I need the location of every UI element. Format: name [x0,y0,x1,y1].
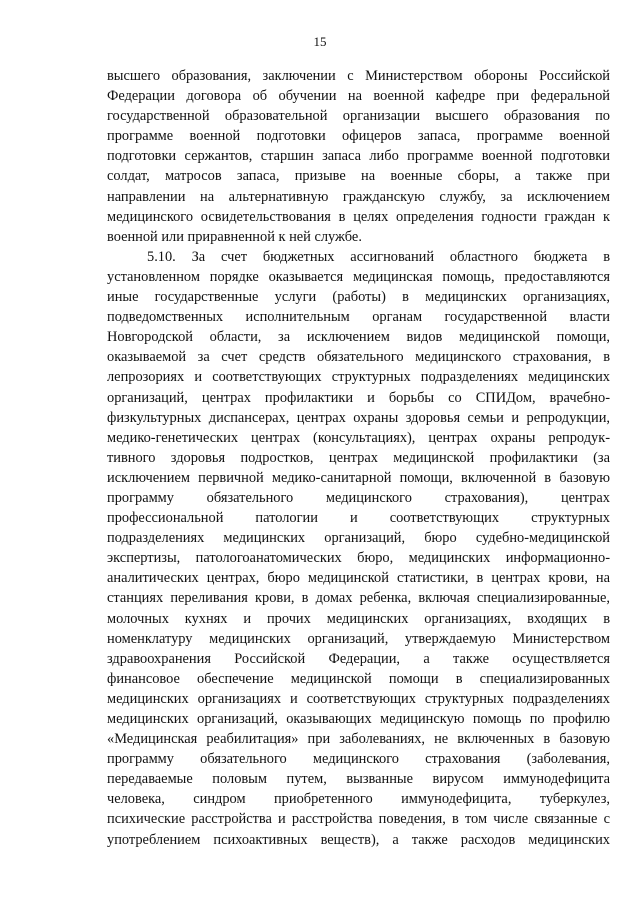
text-line: подразделениях медицинских организаций, бюро судебно-медицинской [107,530,610,547]
text-line: номенклатуру медицинских организаций, утверждаемую Министерством [107,630,610,647]
text-line: направлении на альтернативную гражданскую службу, за исключением [107,188,610,205]
text-line: Новгородской области, за исключением видов медицинской помощи, [107,329,610,346]
text-line: иные государственные услуги (работы) в медицинских организациях, [107,289,610,306]
text-line: человека, синдром приобретенного иммунодефицита, туберкулез, [107,791,610,808]
text-line: Федерации договора об обучении на военной кафедре при федеральной [107,88,610,105]
text-line: программу обязательного медицинского страхования (заболевания, [107,751,610,768]
text-line: психические расстройства и расстройства поведения, в том числе связанные с [107,811,610,828]
text-line: медицинских организациях и соответствующих структурных подразделениях [107,690,610,707]
text-line: употреблением психоактивных веществ), а также расходов медицинских [107,831,610,848]
body-text [107,66,610,850]
text-line: медицинского освидетельствования в целях определения годности граждан к [107,208,610,225]
text-line: передаваемые половым путем, вызванные вирусом иммунодефицита [107,771,610,788]
text-line: высшего образования, заключении с Министерством обороны Российской [107,68,610,84]
text-line: финансовое обеспечение медицинской помощи в специализированных [107,670,610,687]
text-line: программу обязательного медицинского страхования), центрах [107,489,610,506]
text-line: организаций, центрах профилактики и борьбы со СПИДом, врачебно- [107,389,610,406]
text-line: станциях переливания крови, в домах ребенка, включая специализированные, [107,590,610,607]
text-line: подготовки сержантов, старшин запаса либо программе военной подготовки [107,148,610,165]
text-line: лепрозориях и соответствующих структурных подразделениях медицинских [107,369,610,386]
text-line: профессиональной патологии и соответствующих структурных [107,510,610,527]
text-line: тивного здоровья подростков, центрах медицинской профилактики (за [107,449,610,466]
text-line: государственной образовательной организации высшего образования по [107,108,610,125]
text-line: 5.10. За счет бюджетных ассигнований областного бюджета в [147,248,610,265]
text-line: физкультурных диспансерах, центрах охраны здоровья семьи и репродукции, [107,409,610,426]
text-line: установленном порядке оказывается медицинская помощь, предоставляются [107,268,610,285]
text-line: экспертизы, патологоанатомических бюро, медицинских информационно- [107,550,610,567]
text-line: военной или приравненной к ней службе. [107,228,362,245]
text-line: «Медицинская реабилитация» при заболеваниях, не включенных в базовую [107,731,610,748]
text-line: здравоохранения Российской Федерации, а также осуществляется [107,650,610,667]
text-line: подведомственных исполнительным органам государственной власти [107,309,610,326]
text-line: медико-генетических центрах (консультациях), центрах охраны репродук- [107,429,610,446]
text-line: оказываемой за счет средств обязательного медицинского страхования, в [107,349,610,366]
text-line: аналитических центрах, бюро медицинской статистики, в центрах крови, на [107,570,610,587]
text-line: исключением первичной медико-санитарной помощи, включенной в базовую [107,469,610,486]
text-line: молочных кухнях и прочих медицинских организациях, входящих в [107,610,610,627]
text-line: программе военной подготовки офицеров запаса, программе военной [107,128,610,145]
page-number: 15 [313,34,327,49]
text-line: медицинских организаций, оказывающих медицинскую помощь по профилю [107,711,610,727]
text-line: солдат, матросов запаса, призыве на военные сборы, а также при [107,168,610,185]
